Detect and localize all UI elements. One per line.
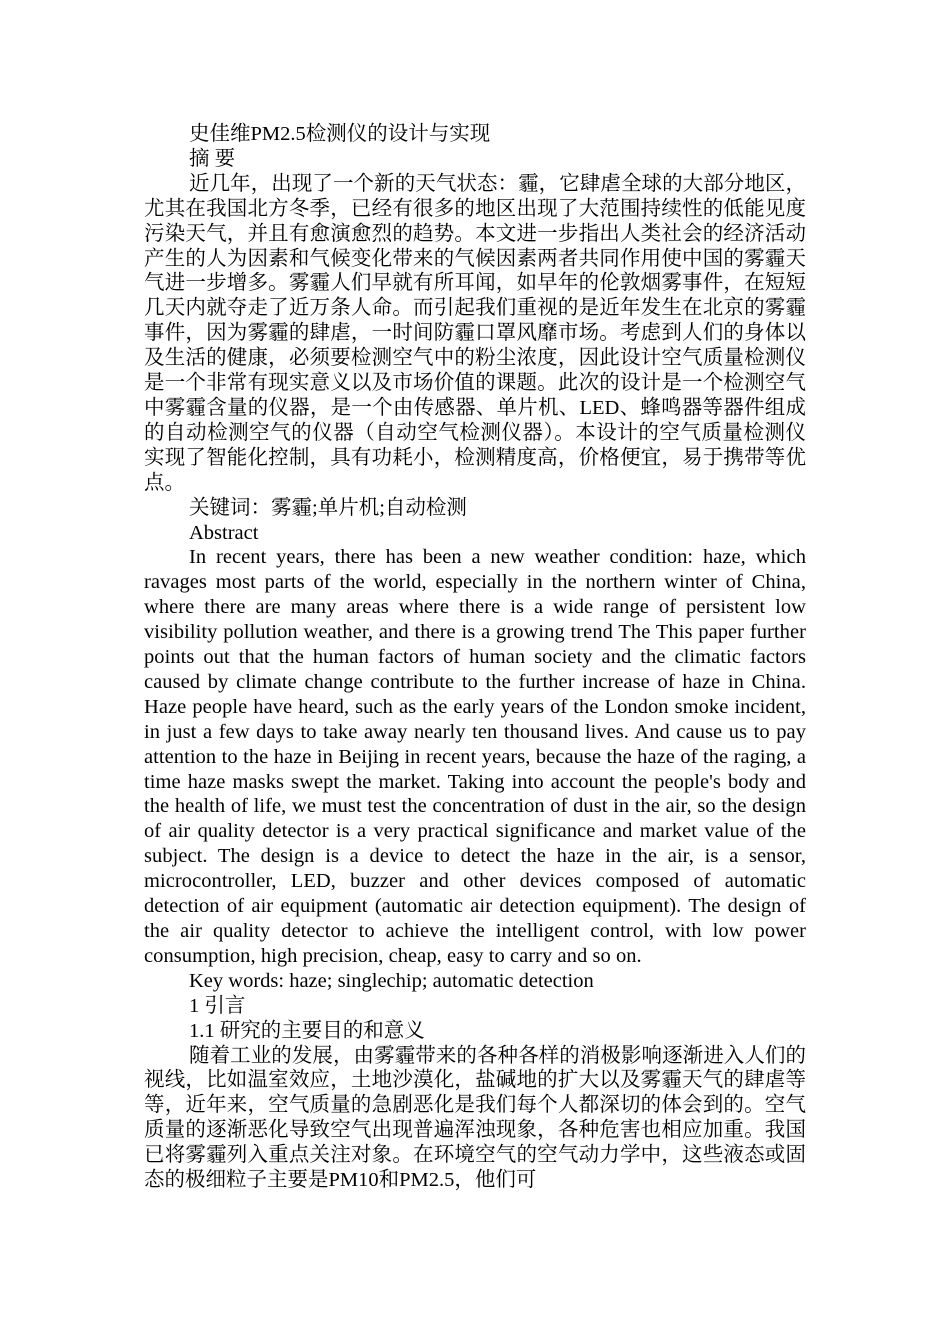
- abstract-heading-cn: 摘 要: [189, 147, 236, 170]
- keywords-cn: 关键词：雾霾;单片机;自动检测: [189, 496, 467, 519]
- abstract-heading-en: Abstract: [189, 521, 259, 544]
- section-1-1-heading: 1.1 研究的主要目的和意义: [189, 1019, 425, 1042]
- keywords-en: Key words: haze; singlechip; automatic detection: [189, 969, 594, 992]
- section-1-1-paragraph: 随着工业的发展，由雾霾带来的各种各样的消极影响逐渐进入人们的视线，比如温室效应，土地沙漠化，盐碱地的扩大以及雾霾天气的肆虐等等，近年来，空气质量的急剧恶化是我们每个人都深切的体会到的。空气质量的逐渐恶化导致空气出现普遍浑浊现象，各种危害也相应加重。我国已将雾霾列入重点关注对象。在环境空气的空气动力学中，这些液态或固态的极细粒子主要是PM10和PM2.5，他们可: [144, 1044, 806, 1192]
- abstract-paragraph-en: In recent years, there has been a new weather condition: haze, which ravages most parts of the world, especially in the northern winter of China, where there are many areas where there is a wide range of persistent low visibility pollution weather, and there is a growing trend The This paper further points out that the human factors of human society and the climatic factors caused by climate change contribute to the further increase of haze in China. Haze people have heard, such as the early years of the London smoke incident, in just a few days to take away nearly ten thousand lives. And cause us to pay attention to the haze in Beijing in recent years, because the haze of the raging, a time haze masks swept the market. Taking into account the people's body and the health of life, we must test the concentration of dust in the air, so the design of air quality detector is a very practical significance and market value of the subject. The design is a device to detect the haze in the air, is a sensor, microcontroller, LED, buzzer and other devices composed of automatic detection of air equipment (automatic air detection equipment). The design of the air quality detector to achieve the intelligent control, with low power consumption, high precision, cheap, easy to carry and so on.: [144, 546, 806, 967]
- document-body: [144, 122, 806, 1193]
- section-1-heading: 1 引言: [189, 994, 246, 1017]
- document-title: 史佳维PM2.5检测仪的设计与实现: [189, 123, 491, 145]
- abstract-paragraph-cn: 近几年，出现了一个新的天气状态：霾，它肆虐全球的大部分地区，尤其在我国北方冬季，已经有很多的地区出现了大范围持续性的低能见度污染天气，并且有愈演愈烈的趋势。本文进一步指出人类社会的经济活动产生的人为因素和气候变化带来的气候因素两者共同作用使中国的雾霾天气进一步增多。雾霾人们早就有所耳闻，如早年的伦敦烟雾事件，在短短几天内就夺走了近万条人命。而引起我们重视的是近年发生在北京的雾霾事件，因为雾霾的肆虐，一时间防霾口罩风靡市场。考虑到人们的身体以及生活的健康，必须要检测空气中的粉尘浓度，因此设计空气质量检测仪是一个非常有现实意义以及市场价值的课题。此次的设计是一个检测空气中雾霾含量的仪器，是一个由传感器、单片机、LED、蜂鸣器等器件组成的自动检测空气的仪器（自动空气检测仪器）。本设计的空气质量检测仪实现了智能化控制，具有功耗小，检测精度高，价格便宜，易于携带等优点。: [144, 172, 806, 494]
